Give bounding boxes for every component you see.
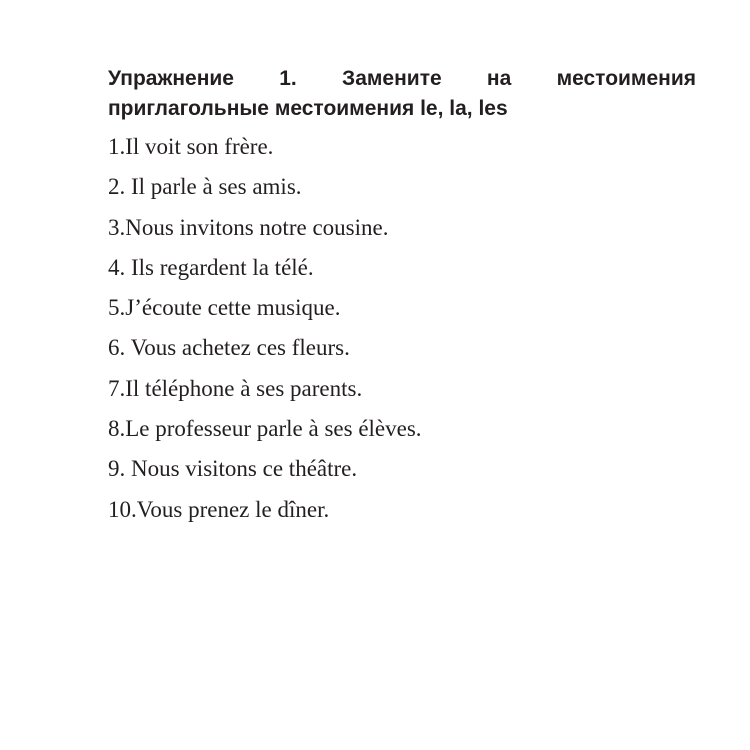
exercise-title-line-2: приглагольные местоимения le, la, les (108, 97, 508, 120)
exercise-item-5: 5.J’écoute cette musique. (108, 295, 341, 321)
exercise-item-9: 9. Nous visitons ce théâtre. (108, 456, 358, 482)
exercise-title-line-1: Упражнение 1. Замените на местоимения (108, 67, 696, 90)
exercise-item-4: 4. Ils regardent la télé. (108, 254, 314, 280)
exercise-item-6: 6. Vous achetez ces fleurs. (108, 335, 350, 361)
exercise-item-10: 10.Vous prenez le dîner. (108, 496, 330, 522)
exercise-item-3: 3.Nous invitons notre cousine. (108, 214, 389, 240)
exercise-title (108, 64, 696, 124)
exercise-item-8: 8.Le professeur parle à ses élèves. (108, 416, 422, 442)
exercise-item-1: 1.Il voit son frère. (108, 134, 274, 159)
exercise-block (108, 64, 696, 530)
exercise-item-2: 2. Il parle à ses amis. (108, 174, 302, 200)
exercise-item-7: 7.Il téléphone à ses parents. (108, 375, 363, 401)
exercise-item-list (108, 127, 696, 530)
